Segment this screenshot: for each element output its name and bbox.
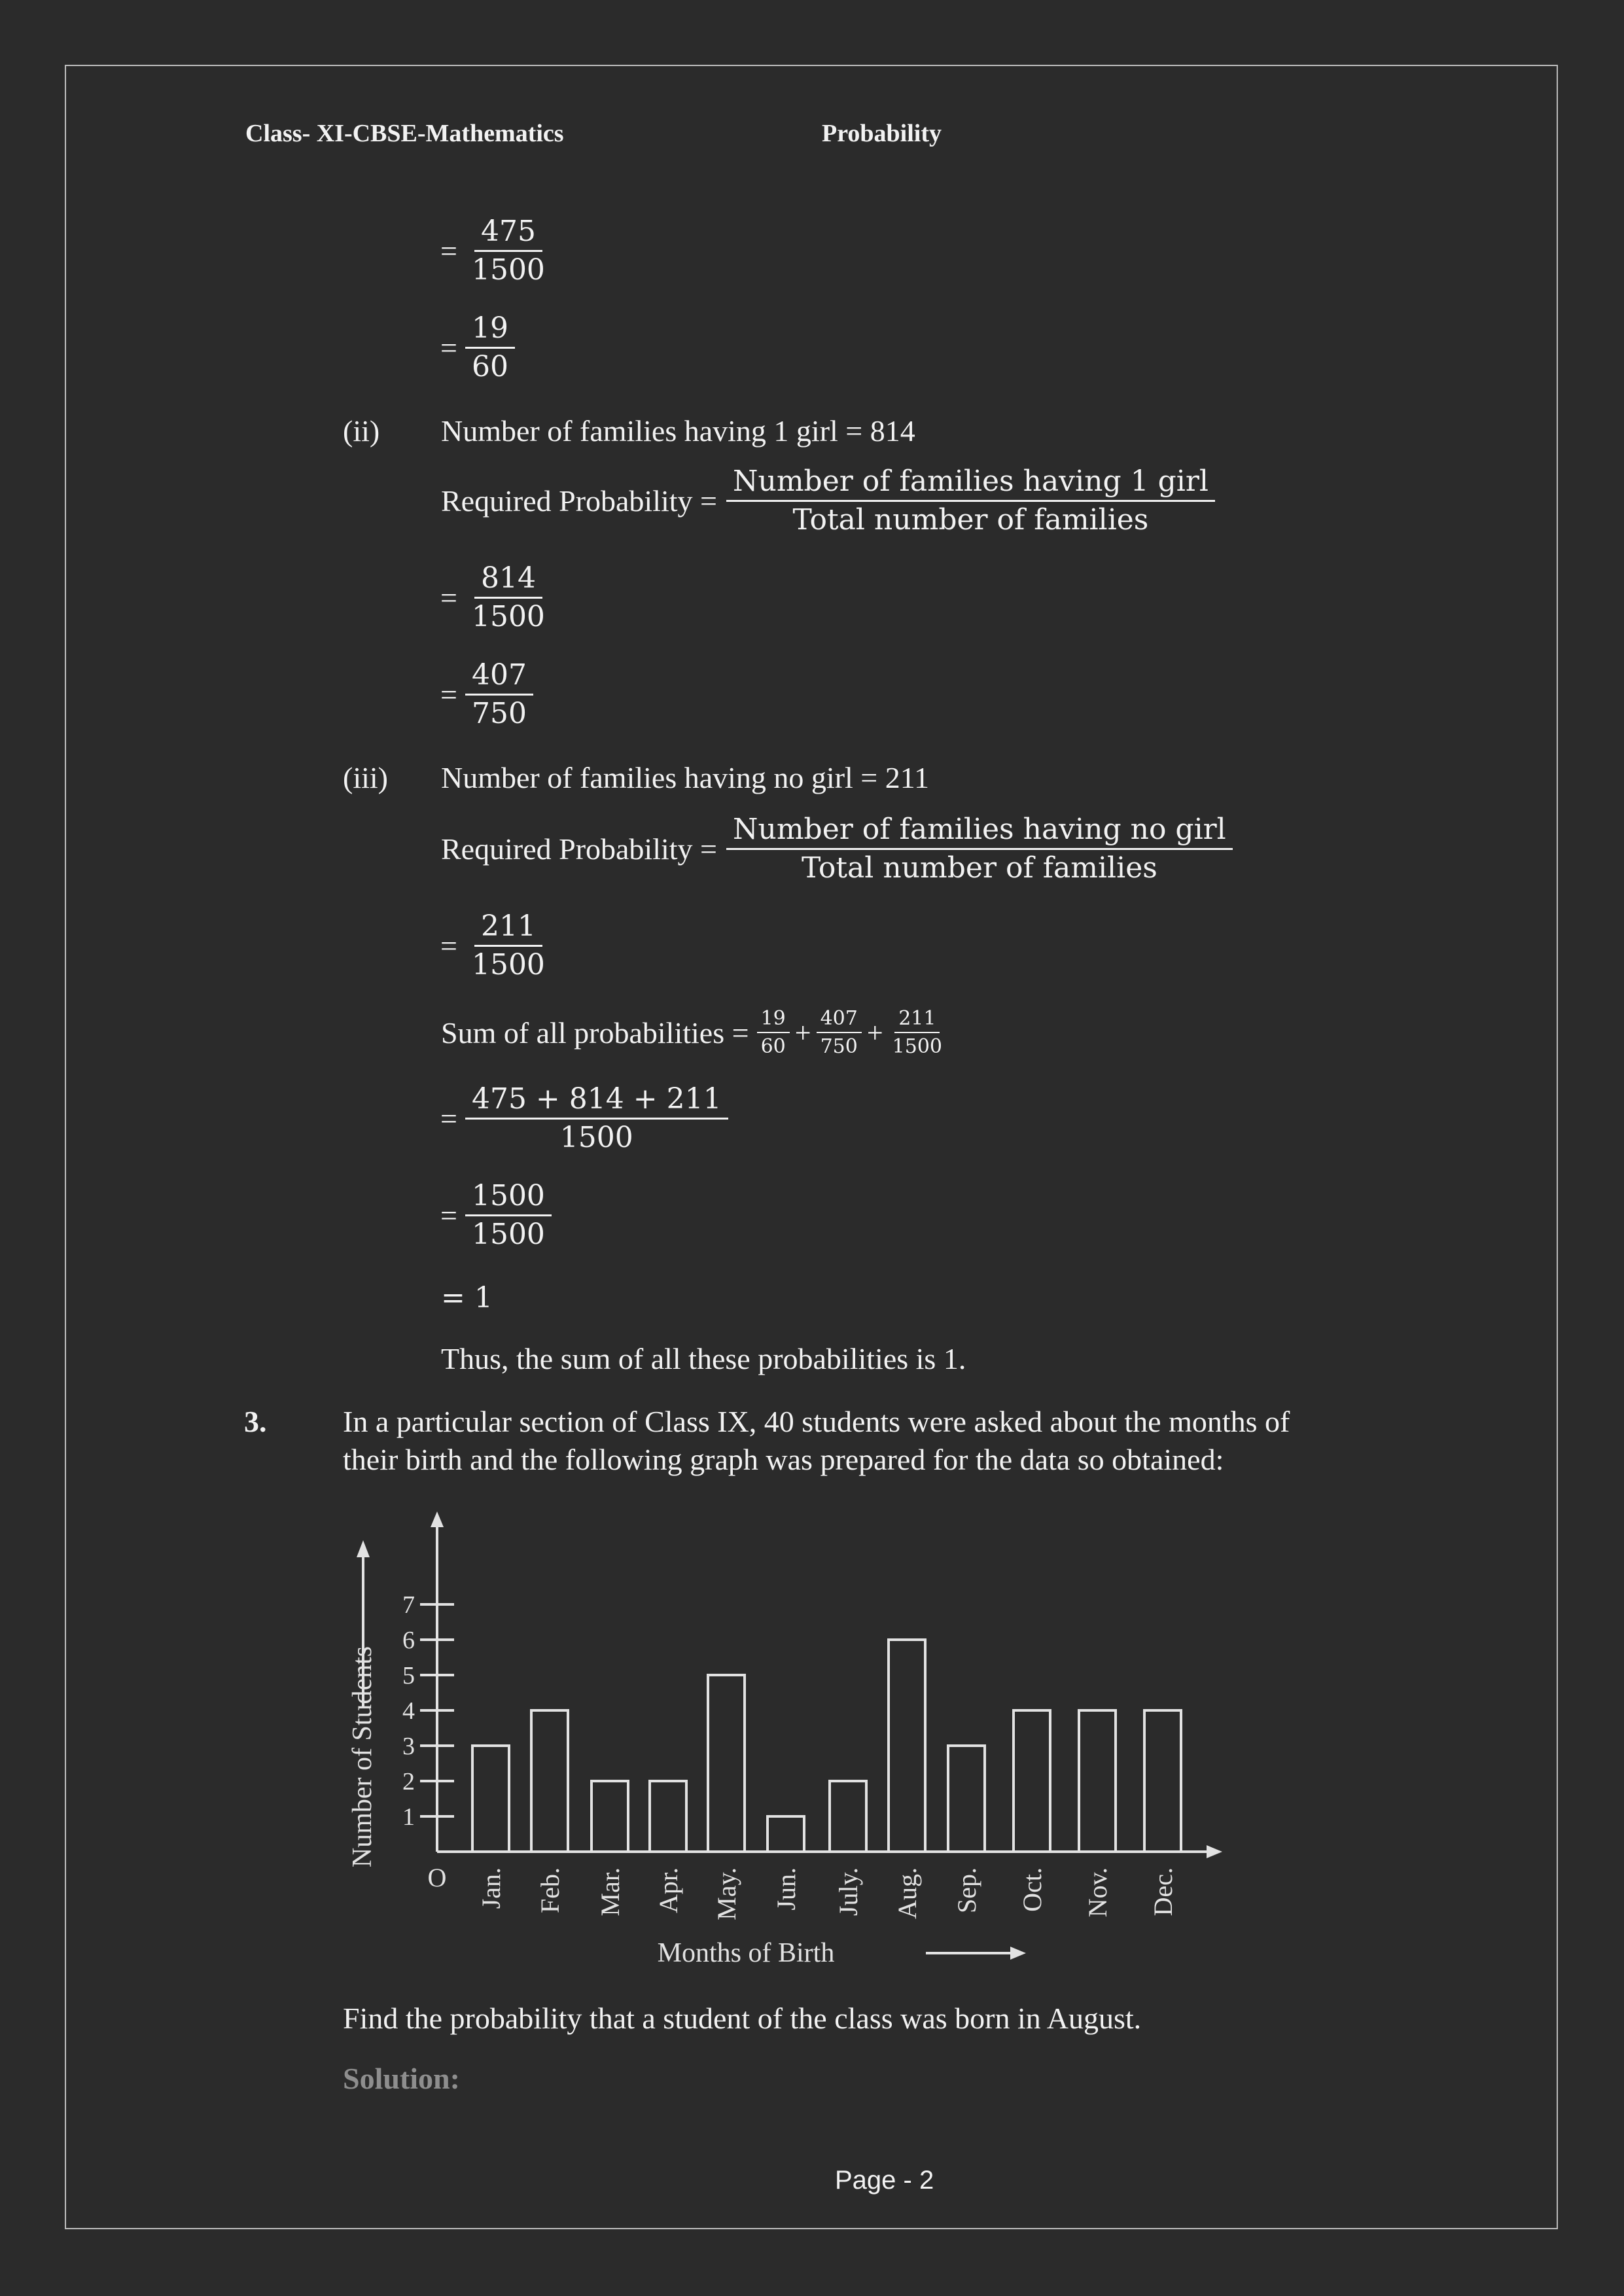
- x-category-label: May.: [712, 1867, 741, 1920]
- y-tick-label: 7: [402, 1591, 415, 1619]
- eq-407-750: [440, 660, 533, 730]
- denominator: Total number of families: [792, 503, 1149, 537]
- equals-sign: =: [440, 929, 457, 963]
- x-category-label: Mar.: [595, 1867, 625, 1916]
- denominator: 750: [471, 697, 527, 731]
- eq-19-60: [440, 313, 515, 383]
- numerator: 211: [894, 1008, 940, 1033]
- eq-211-1500: [440, 911, 552, 981]
- bar-july: [830, 1781, 866, 1852]
- sum-label: Sum of all probabilities =: [441, 1016, 749, 1050]
- part-ii-statement: Number of families having 1 girl = 814: [441, 414, 915, 448]
- numerator: 475 + 814 + 211: [465, 1084, 728, 1120]
- required-label: Required Probability =: [441, 832, 717, 866]
- question-number: 3.: [244, 1405, 267, 1438]
- bar-mar: [591, 1781, 628, 1852]
- eq-one: = 1: [441, 1281, 493, 1315]
- bar-feb: [531, 1710, 568, 1852]
- y-label-arrow-icon: [357, 1540, 370, 1557]
- origin-label: O: [427, 1863, 447, 1892]
- equals-sign: =: [440, 1199, 457, 1233]
- numerator: 19: [757, 1008, 790, 1033]
- equals-sign: =: [440, 678, 457, 712]
- y-tick-label: 2: [402, 1768, 415, 1795]
- y-tick-label: 1: [402, 1803, 415, 1831]
- question-line-1: In a particular section of Class IX, 40 students were asked about the months of: [343, 1405, 1290, 1438]
- x-category-label: Aug.: [892, 1867, 922, 1919]
- x-category-label: Dec.: [1148, 1867, 1178, 1916]
- denominator: 750: [820, 1035, 858, 1058]
- y-tick-label: 5: [402, 1662, 415, 1689]
- y-tick-label: 6: [402, 1627, 415, 1654]
- x-axis-label: Months of Birth: [657, 1938, 835, 1968]
- denominator: 1500: [471, 600, 545, 634]
- eq-475-1500: [440, 216, 552, 287]
- bar-dec: [1144, 1710, 1181, 1852]
- bar-oct: [1014, 1710, 1050, 1852]
- birth-month-bar-chart: [327, 1498, 1243, 1989]
- eq-1500-1500: [440, 1180, 552, 1251]
- equals-sign: =: [440, 234, 457, 268]
- part-iii-label: (iii): [343, 761, 388, 794]
- equals-sign: =: [440, 581, 457, 615]
- denominator: 60: [760, 1035, 786, 1058]
- required-label: Required Probability =: [441, 484, 717, 518]
- denominator: Total number of families: [801, 851, 1157, 885]
- bar-jan: [472, 1746, 509, 1852]
- eq-814-1500: [440, 563, 552, 633]
- y-tick-label: 4: [402, 1697, 415, 1725]
- header-class: Class- XI-CBSE-Mathematics: [245, 120, 564, 147]
- sum-of-probabilities: [441, 1008, 946, 1057]
- denominator: 60: [471, 350, 508, 384]
- part-iii-statement: Number of families having no girl = 211: [441, 761, 930, 794]
- equals-sign: =: [440, 331, 457, 365]
- x-category-label: Oct.: [1017, 1867, 1047, 1912]
- header-topic: Probability: [822, 120, 942, 147]
- x-axis-arrow-icon: [1207, 1845, 1222, 1858]
- bar-apr: [650, 1781, 686, 1852]
- x-category-label: Sep.: [952, 1867, 981, 1913]
- bar-nov: [1079, 1710, 1116, 1852]
- numerator: 19: [465, 313, 515, 349]
- denominator: 1500: [892, 1035, 943, 1058]
- numerator: 475: [474, 216, 542, 252]
- numerator: Number of families having no girl: [726, 814, 1233, 850]
- solution-label: Solution:: [343, 2062, 460, 2095]
- x-category-label: Jan.: [476, 1867, 506, 1909]
- denominator: 1500: [471, 253, 545, 287]
- numerator: 407: [817, 1008, 862, 1033]
- x-category-label: Nov.: [1083, 1867, 1112, 1918]
- numerator: 211: [474, 911, 542, 947]
- bar-may: [708, 1675, 745, 1852]
- bar-jun: [768, 1816, 804, 1852]
- part-ii-label: (ii): [343, 414, 380, 448]
- y-axis-label: Number of Students: [347, 1646, 378, 1868]
- numerator: 814: [474, 563, 542, 599]
- equals-sign: =: [440, 1102, 457, 1136]
- part-iii-required-probability: [441, 814, 1233, 885]
- question-line-2: their birth and the following graph was prepared for the data so obtained:: [343, 1443, 1224, 1476]
- x-label-arrow-icon: [1010, 1947, 1026, 1960]
- bar-aug: [889, 1640, 925, 1852]
- conclusion: Thus, the sum of all these probabilities is 1.: [441, 1342, 966, 1375]
- denominator: 1500: [471, 948, 545, 982]
- x-category-label: Feb.: [535, 1867, 565, 1913]
- y-axis-arrow-icon: [431, 1511, 444, 1527]
- y-tick-label: 3: [402, 1733, 415, 1760]
- page-number: Page - 2: [835, 2166, 934, 2195]
- x-category-label: Jun.: [771, 1867, 801, 1911]
- numerator: 1500: [465, 1180, 552, 1216]
- plus-sign: +: [866, 1016, 883, 1049]
- bar-sep: [948, 1746, 985, 1852]
- numerator: 407: [465, 660, 533, 696]
- eq-sum-over-1500: [440, 1084, 728, 1154]
- question-find: Find the probability that a student of the class was born in August.: [343, 2002, 1142, 2035]
- numerator: Number of families having 1 girl: [726, 466, 1215, 502]
- part-ii-required-probability: [441, 466, 1215, 537]
- x-category-label: Apr.: [654, 1867, 683, 1913]
- denominator: 1500: [471, 1218, 545, 1252]
- denominator: 1500: [559, 1121, 633, 1155]
- x-category-label: July.: [834, 1867, 863, 1916]
- plus-sign: +: [794, 1016, 811, 1049]
